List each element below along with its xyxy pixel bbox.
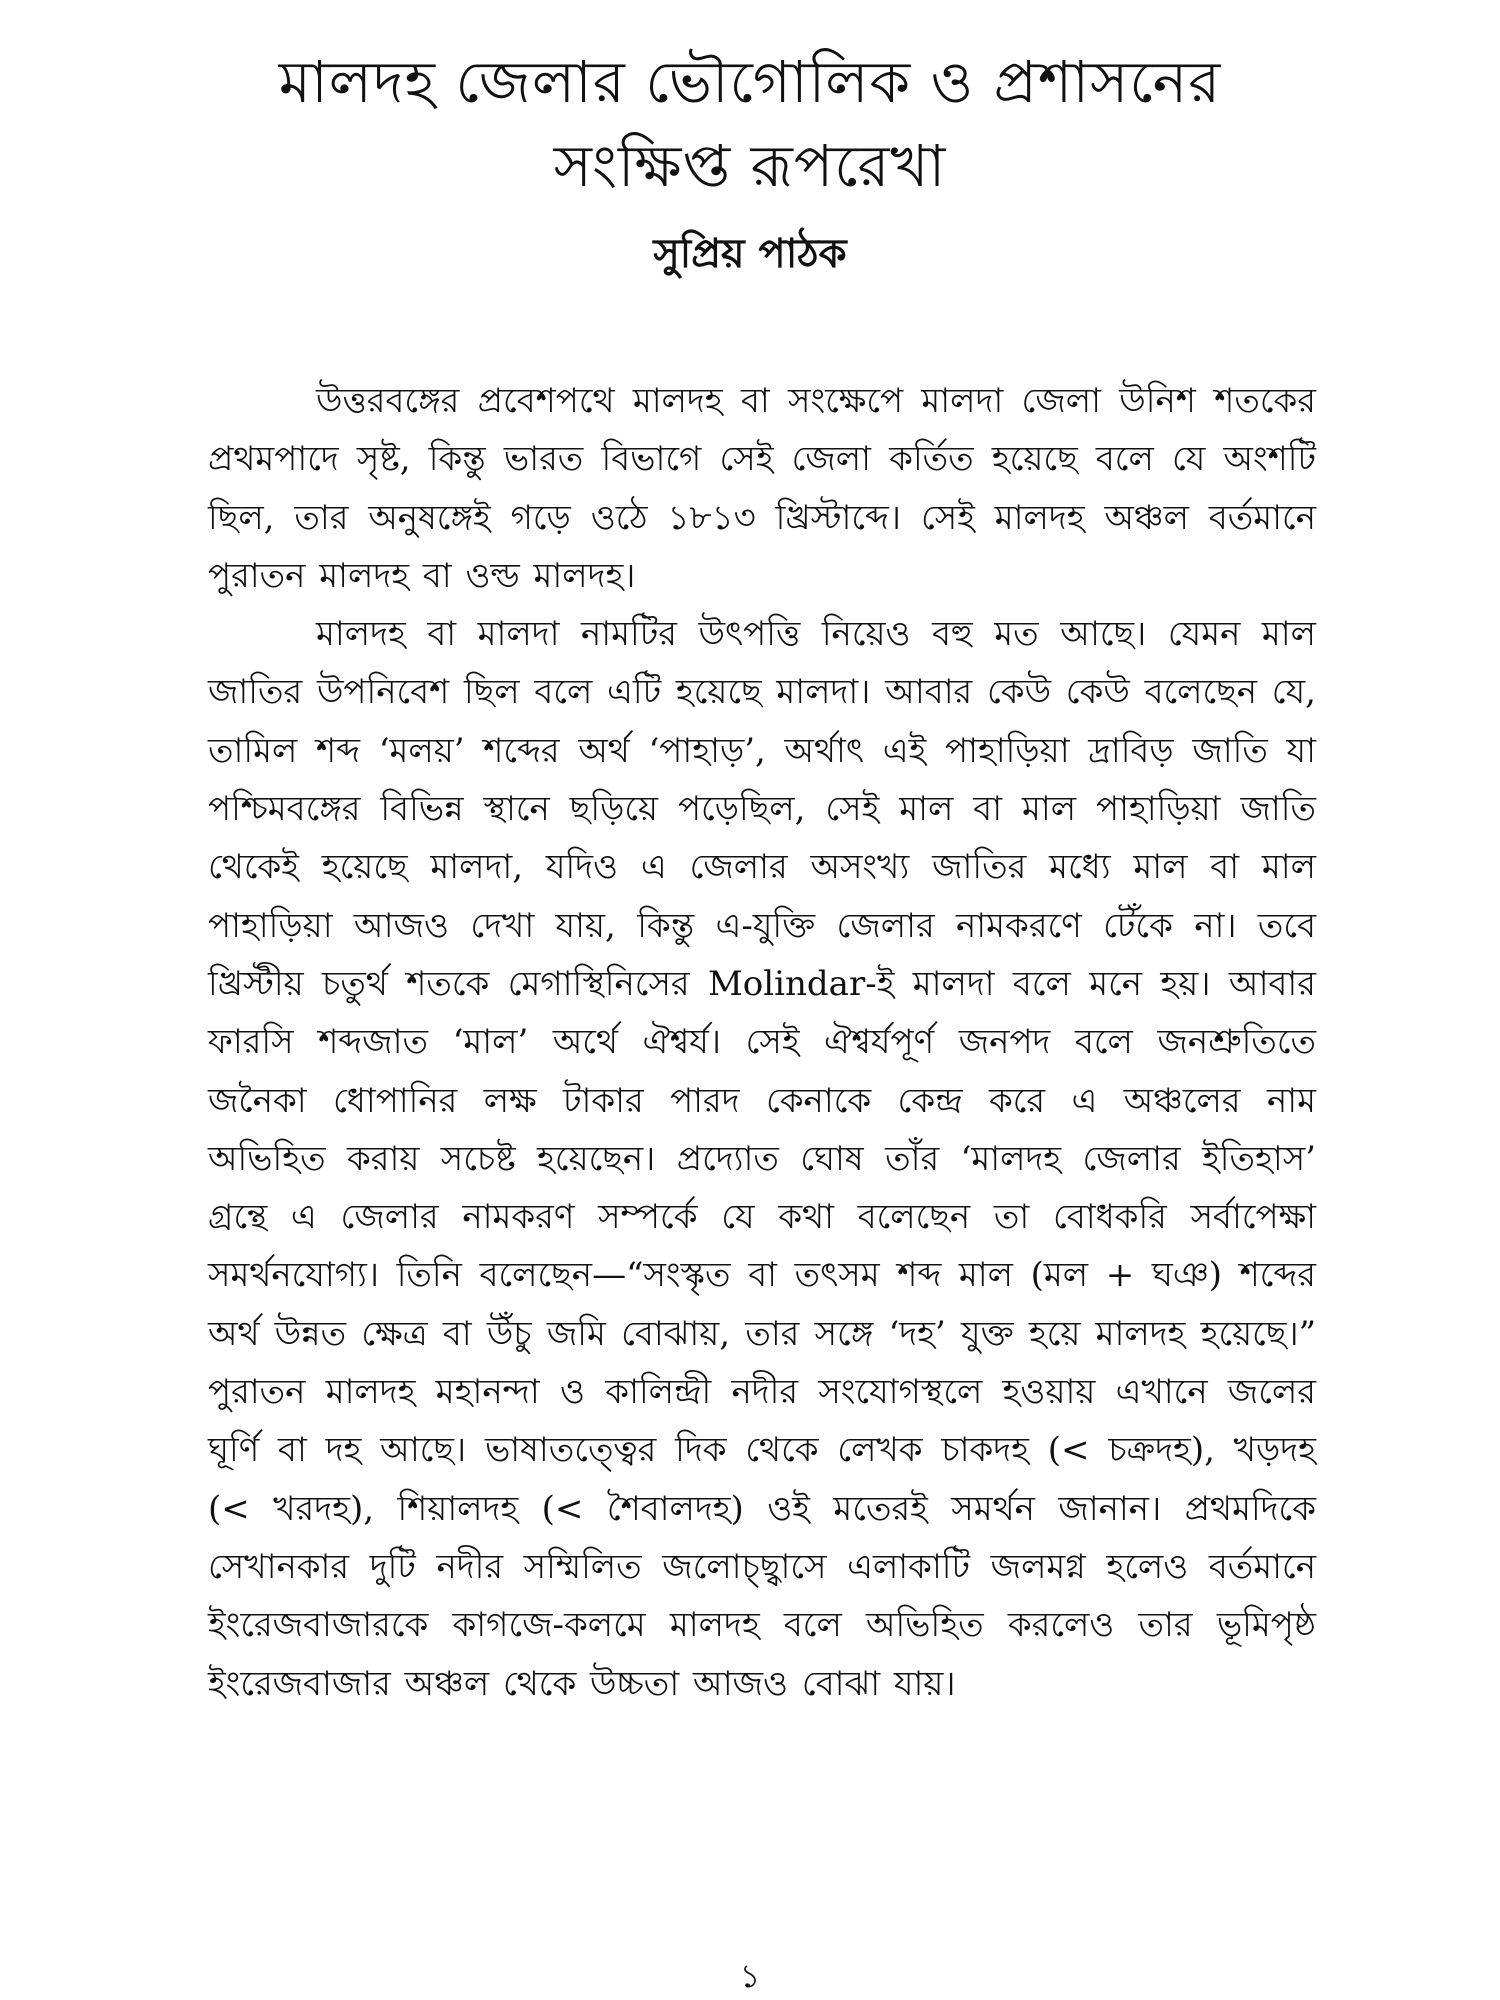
- paragraph-1: উত্তরবঙ্গের প্রবেশপথে মালদহ বা সংক্ষেপে মালদা জেলা উনিশ শতকের প্রথমপাদে সৃষ্ট, কিন্তু ভারত বিভাগে সেই জেলা কর্তিত হয়েছে বলে যে অংশটি ছিল, তার অনুষঙ্গেই গড়ে ওঠে ১৮১৩ খ্রিস্টাব্দে। সেই মালদহ অঞ্চল বর্তমানে পুরাতন মালদহ বা ওল্ড মালদহ।: [208, 381, 1316, 596]
- article-body: [208, 372, 1316, 1713]
- article-title-line-1: মালদহ জেলার ভৌগোলিক ও প্রশাসনের: [278, 48, 1222, 116]
- page-number: ১: [739, 1957, 761, 1995]
- article-title-line-2: সংক্ষিপ্ত রূপরেখা: [553, 132, 947, 200]
- paragraph-2: মালদহ বা মালদা নামটির উৎপত্তি নিয়েও বহু মত আছে। যেমন মাল জাতির উপনিবেশ ছিল বলে এটি হয়েছে মালদা। আবার কেউ কেউ বলেছেন যে, তামিল শব্দ ‘মলয়’ শব্দের অর্থ ‘পাহাড়’, অর্থাৎ এই পাহাড়িয়া দ্রাবিড় জাতি যা পশ্চিমবঙ্গের বিভিন্ন স্থানে ছড়িয়ে পড়েছিল, সেই মাল বা মাল পাহাড়িয়া জাতি থেকেই হয়েছে মালদা, যদিও এ জেলার অসংখ্য জাতির মধ্যে মাল বা মাল পাহাড়িয়া আজও দেখা যায়, কিন্তু এ-যুক্তি জেলার নামকরণে টেঁকে না। তবে খ্রিস্টীয় চতুর্থ শতকে মেগাস্থিনিসের Molindar-ই মালদা বলে মনে হয়। আবার ফারসি শব্দজাত ‘মাল’ অর্থে ঐশ্বর্য। সেই ঐশ্বর্যপূর্ণ জনপদ বলে জনশ্রুতিতে জনৈকা ধোপানির লক্ষ টাকার পারদ কেনাকে কেন্দ্র করে এ অঞ্চলের নাম অভিহিত করায় সচেষ্ট হয়েছেন। প্রদ্যোত ঘোষ তাঁর ‘মালদহ জেলার ইতিহাস’ গ্রন্থে এ জেলার নামকরণ সম্পর্কে যে কথা বলেছেন তা বোধকরি সর্বাপেক্ষা সমর্থনযোগ্য। তিনি বলেছেন—“সংস্কৃত বা তৎসম শব্দ মাল (মল + ঘঞ) শব্দের অর্থ উন্নত ক্ষেত্র বা উঁচু জমি বোঝায়, তার সঙ্গে ‘দহ’ যুক্ত হয়ে মালদহ হয়েছে।” পুরাতন মালদহ মহানন্দা ও কালিন্দ্রী নদীর সংযোগস্থলে হওয়ায় এখানে জলের ঘূর্ণি বা দহ আছে। ভাষাতত্ত্বের দিক থেকে লেখক চাকদহ (< চক্রদহ), খড়দহ (< খরদহ), শিয়ালদহ (< শৈবালদহ) ওই মতেরই সমর্থন জানান। প্রথমদিকে সেখানকার দুটি নদীর সম্মিলিত জলোচ্ছ্বাসে এলাকাটি জলমগ্ন হলেও বর্তমানে ইংরেজবাজারকে কাগজে-কলমে মালদহ বলে অভিহিত করলেও তার ভূমিপৃষ্ঠ ইংরেজবাজার অঞ্চল থেকে উচ্চতা আজও বোঝা যায়।: [208, 614, 1316, 1704]
- author-name: সুপ্রিয় পাঠক: [653, 231, 847, 277]
